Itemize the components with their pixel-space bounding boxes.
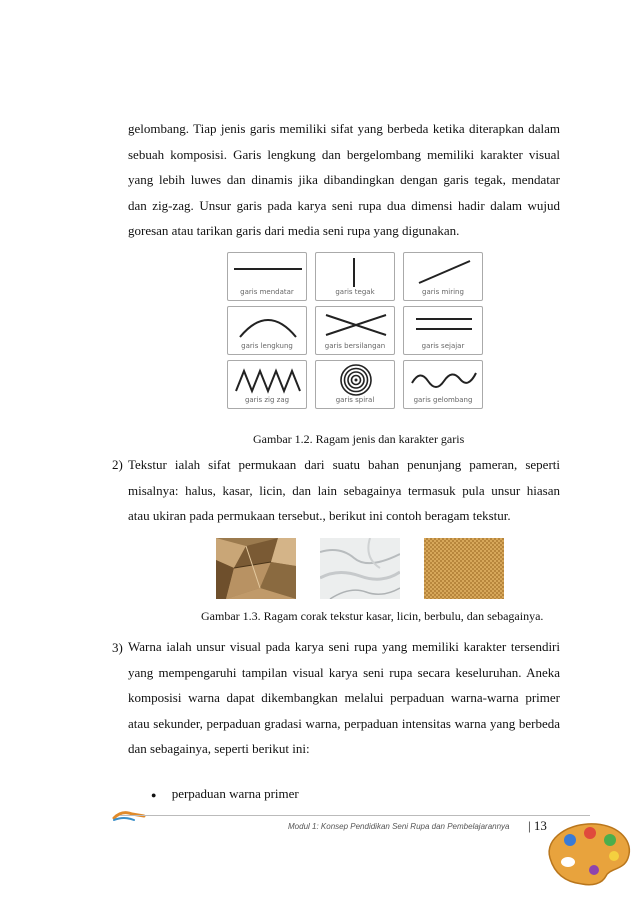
cell-label: garis spiral [335,396,375,404]
figure-cell [227,252,307,301]
text-line: atau sekunder, perpaduan gradasi warna, perpaduan intensitas warna yang berbeda [128,715,560,731]
cell-label: garis gelombang [413,396,473,404]
cell-label: garis bersilangan [324,342,386,350]
list-number: 2) [112,457,123,472]
marble-texture [320,538,400,599]
figure-cell [403,306,483,355]
woven-burlap-texture [424,538,504,599]
figure-cell [403,252,483,301]
figure-caption: Gambar 1.2. Ragam jenis dan karakter garis [253,432,465,446]
text-line: misalnya: halus, kasar, licin, dan lain sebagainya termasuk pula unsur hiasan [128,482,560,498]
line-types-figure [227,252,485,410]
brush-icon [112,806,146,826]
figure-cell [227,306,307,355]
paragraph-color [128,634,560,762]
text-line: dan sebagainya, seperti berikut ini: [128,741,310,756]
text-line: sebuah komposisi. Garis lengkung dan bergelombang memiliki karakter visual [128,146,560,162]
text-line: yang lebih luwes dan dinamis jika dibandingkan dengan garis tegak, mendatar [128,172,560,187]
cell-label: garis lengkung [241,342,293,350]
figure-caption: Gambar 1.3. Ragam corak tekstur kasar, licin, berbulu, dan sebagainya. [201,609,544,623]
figure-cell [315,306,395,355]
text-line: atau ukiran pada permukaan tersebut., berikut ini contoh beragam tekstur. [128,508,511,523]
footer-module-title: Modul 1: Konsep Pendidikan Seni Rupa dan Pembelajarannya [288,822,510,831]
figure-cell [315,360,395,409]
text-line: yang mempengaruhi tampilan visual karya seni rupa secara keseluruhan. Aneka [128,664,560,680]
cell-label: garis mendatar [240,288,294,296]
bullet-item [151,786,299,802]
paint-palette-icon [540,818,636,888]
footer-divider [120,815,590,816]
cell-label: garis miring [422,288,464,296]
paragraph-texture [128,452,560,529]
bullet-text: perpaduan warna primer [171,786,299,801]
text-line: komposisi warna dapat dikembangkan melalui perpaduan warna-warna primer [128,690,560,705]
cell-label: garis tegak [335,288,375,296]
text-line: Warna ialah unsur visual pada karya seni rupa yang memiliki karakter tersendiri [128,639,560,654]
text-line: Tekstur ialah sifat permukaan dari suatu bahan penunjang pameran, seperti [128,457,560,472]
list-number: 3) [112,640,123,655]
text-line: dan zig-zag. Unsur garis pada karya seni rupa dua dimensi hadir dalam wujud [128,197,560,213]
text-line: gelombang. Tiap jenis garis memiliki sifat yang berbeda ketika diterapkan dalam [128,121,560,136]
crumpled-paper-texture [216,538,296,599]
bullet-dot-icon: ● [151,790,157,800]
cell-label: garis sejajar [421,342,465,350]
figure-cell [227,360,307,409]
cell-label: garis zig zag [244,396,290,404]
paragraph-line-types [128,116,560,244]
page-number: | 13 [528,818,547,833]
figure-cell [315,252,395,301]
figure-cell [403,360,483,409]
text-line: goresan atau tarikan garis dari media seni rupa yang digunakan. [128,223,460,238]
